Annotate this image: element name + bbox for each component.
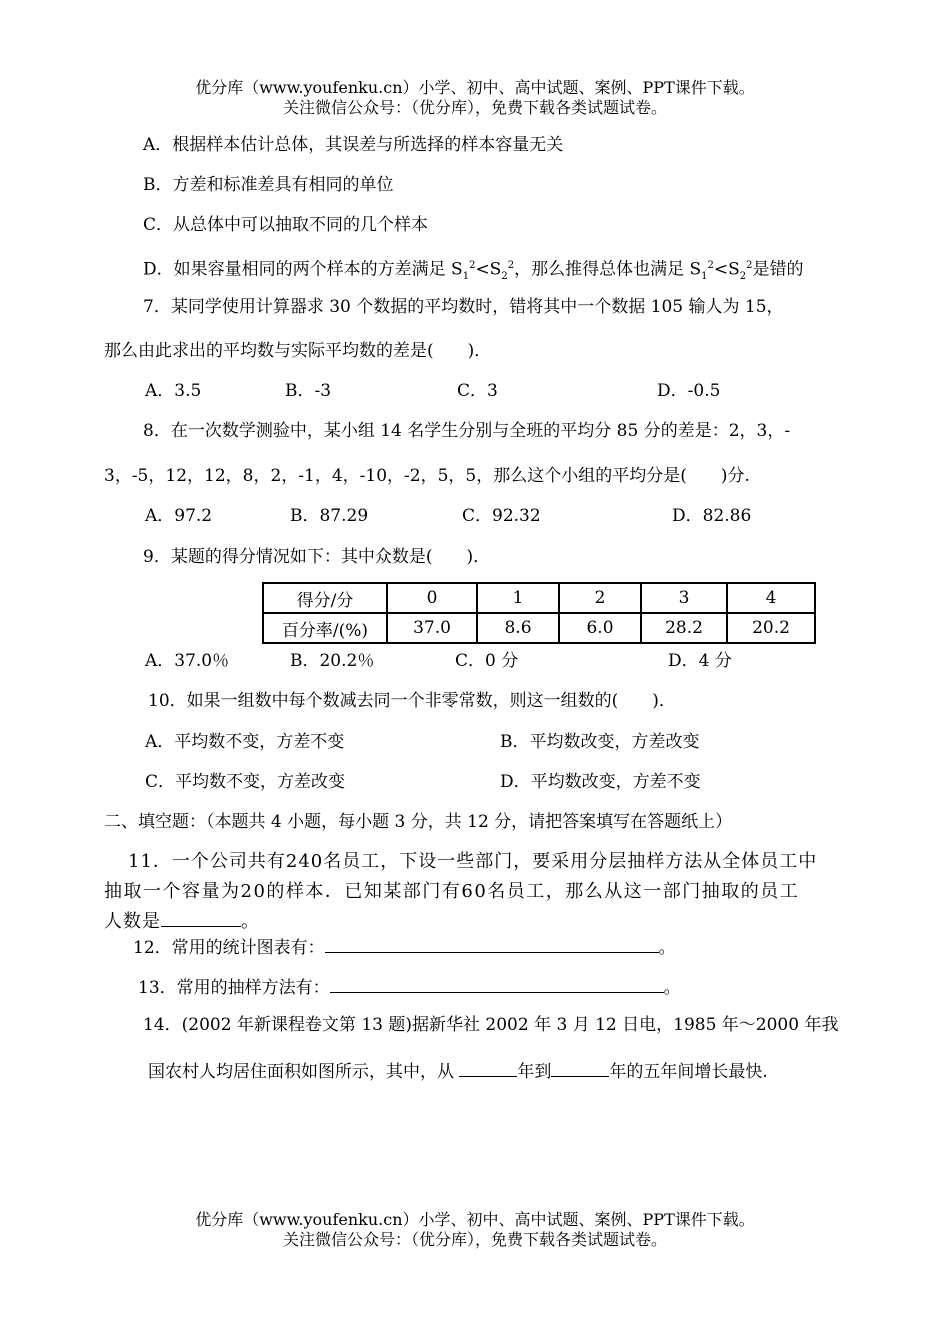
q10-option-d: D．平均数改变，方差不变 (500, 772, 701, 792)
q6-option-a: A．根据样本估计总体，其误差与所选择的样本容量无关 (143, 135, 564, 155)
q10-option-c: C．平均数不变，方差改变 (145, 772, 346, 792)
q13-line (138, 974, 681, 1000)
q6-d-sup-3: 2 (707, 260, 714, 271)
q7-stem-line-1: 7．某同学使用计算器求 30 个数据的平均数时，错将其中一个数据 105 输人为 15， (143, 297, 784, 317)
q14-end-year-blank[interactable] (551, 1058, 609, 1077)
q6-d-sup-2: 2 (507, 260, 515, 271)
table-cell: 0 (387, 583, 477, 613)
q10-option-b: B．平均数改变，方差改变 (500, 732, 700, 752)
section-2-title: 二、填空题：（本题共 4 小题，每小题 3 分，共 12 分，请把答案填写在答题纸上） (104, 812, 733, 832)
header-line-2: 关注微信公众号：（优分库），免费下载各类试题试卷。 (282, 98, 667, 117)
q6-option-c: C．从总体中可以抽取不同的几个样本 (143, 215, 429, 235)
q13-end: 。 (663, 978, 681, 998)
q6-d-sub-4: 2 (739, 271, 747, 283)
q9-stem: 9．某题的得分情况如下：其中众数是( )． (143, 547, 491, 567)
q9-option-b: B．20.2％ (290, 651, 375, 671)
q8-option-d: D．82.86 (672, 506, 752, 526)
q6-d-text-2: ，那么推得总体也满足 S (514, 259, 702, 280)
q12-line (133, 934, 676, 960)
table-cell: 百分率/(%) (263, 613, 387, 643)
q11-line-3 (104, 908, 260, 934)
q7-option-a: A．3.5 (145, 381, 202, 401)
q8-option-c: C．92.32 (462, 506, 541, 526)
table-cell: 37.0 (387, 613, 477, 643)
table-cell: 28.2 (641, 613, 727, 643)
q6-d-sup-1: 2 (469, 260, 476, 271)
q11-line-1: 11．一个公司共有240名员工，下设一些部门，要采用分层抽样方法从全体员工中 (128, 851, 818, 872)
score-table-row-percent (263, 613, 815, 643)
q9-option-c: C．0 分 (455, 651, 519, 671)
q6-option-b: B．方差和标准差具有相同的单位 (143, 175, 394, 195)
q8-option-a: A．97.2 (145, 506, 213, 526)
q11-line-2: 抽取一个容量为20的样本．已知某部门有60名员工，那么从这一部门抽取的员工 (104, 881, 800, 902)
score-table (262, 582, 816, 644)
table-cell: 6.0 (559, 613, 641, 643)
q11-line-3-end: 。 (241, 911, 260, 932)
q7-option-c: C．3 (457, 381, 498, 401)
table-cell: 20.2 (727, 613, 815, 643)
q6-option-d (143, 254, 804, 289)
header-line-1: 优分库（www.youfenku.cn）小学、初中、高中试题、案例、PPT课件下载。 (195, 78, 755, 97)
q13-text: 13．常用的抽样方法有： (138, 978, 330, 998)
q6-d-sup-4: 2 (746, 260, 753, 271)
q12-answer-blank[interactable] (325, 934, 659, 953)
q8-option-b: B．87.29 (290, 506, 369, 526)
q8-stem-line-1: 8．在一次数学测验中，某小组 14 名学生分别与全班的平均分 85 分的差是：2，3，- (143, 421, 791, 441)
q10-stem: 10．如果一组数中每个数减去同一个非零常数，则这一组数的( )． (148, 691, 676, 711)
table-cell: 2 (559, 583, 641, 613)
score-table-row-header (263, 583, 815, 613)
q14-text-3: 年的五年间增长最快. (609, 1062, 768, 1082)
q6-d-sub-3: 1 (701, 271, 708, 283)
q14-text-2: 年到 (517, 1062, 552, 1082)
q12-end: 。 (658, 938, 676, 958)
q8-stem-line-2: 3，-5，12，12，8，2，-1，4，-10，-2，5，5，那么这个小组的平均分是( )分. (104, 466, 750, 486)
q14-line-2 (148, 1058, 768, 1084)
q11-answer-blank[interactable] (161, 908, 241, 927)
q7-stem-line-2: 那么由此求出的平均数与实际平均数的差是( )． (104, 341, 492, 361)
q10-option-a: A．平均数不变，方差不变 (145, 732, 345, 752)
q9-option-d: D．4 分 (668, 651, 732, 671)
q14-start-year-blank[interactable] (459, 1058, 517, 1077)
q14-line-1: 14．(2002 年新课程卷文第 13 题)据新华社 2002 年 3 月 12 日电，1985 年～2000 年我 (143, 1015, 839, 1035)
q7-option-d: D．-0.5 (657, 381, 721, 401)
q7-option-b: B．-3 (285, 381, 332, 401)
table-cell: 4 (727, 583, 815, 613)
q6-d-sub-1: 1 (462, 271, 470, 283)
q13-answer-blank[interactable] (330, 974, 664, 993)
table-cell: 3 (641, 583, 727, 613)
q6-d-lt-1: <S (475, 259, 502, 280)
table-cell: 得分/分 (263, 583, 387, 613)
q6-d-text-3: 是错的 (752, 259, 804, 280)
footer-line-1: 优分库（www.youfenku.cn）小学、初中、高中试题、案例、PPT课件下载。 (195, 1210, 755, 1229)
q6-d-text-1: D．如果容量相同的两个样本的方差满足 S (143, 259, 463, 280)
q6-d-sub-2: 2 (501, 271, 508, 283)
footer-line-2: 关注微信公众号：（优分库），免费下载各类试题试卷。 (282, 1230, 667, 1249)
q12-text: 12．常用的统计图表有： (133, 938, 325, 958)
q6-d-lt-2: <S (713, 259, 740, 280)
q14-text-1: 国农村人均居住面积如图所示，其中，从 (148, 1062, 460, 1082)
table-cell: 1 (477, 583, 559, 613)
table-cell: 8.6 (477, 613, 559, 643)
q11-line-3-text: 人数是 (104, 911, 161, 932)
q9-option-a: A．37.0％ (145, 651, 230, 671)
